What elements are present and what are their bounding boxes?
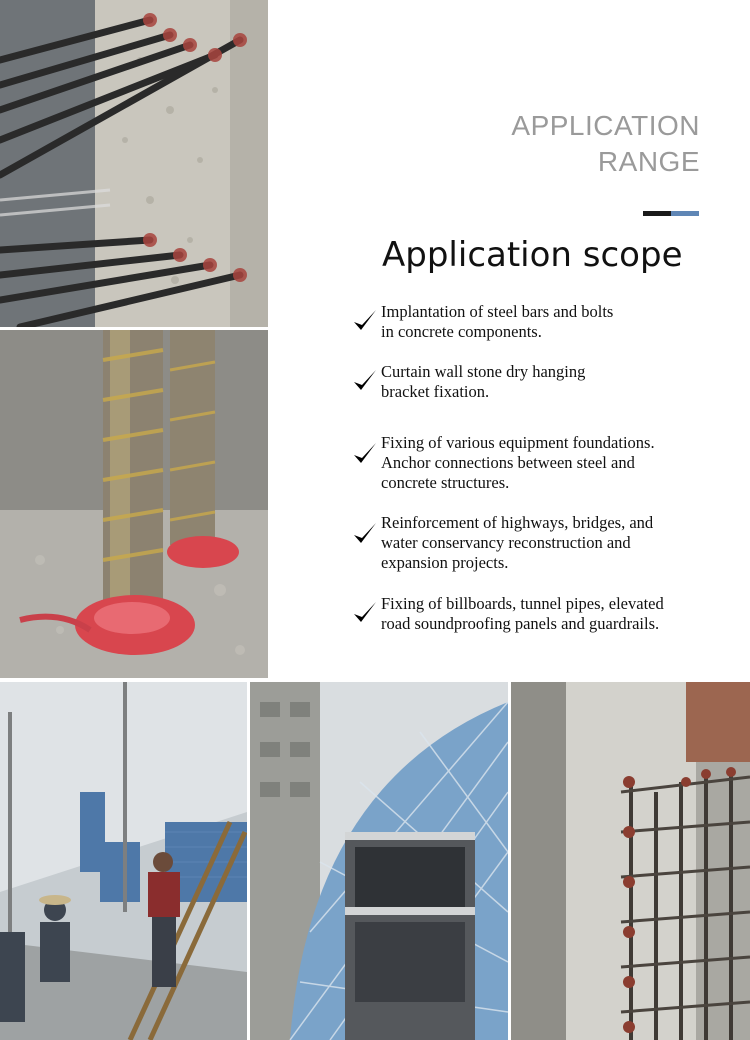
- scope-item-text: Curtain wall stone dry hanging bracket fixation.: [381, 362, 586, 401]
- rebar-wall-photo: [0, 0, 268, 327]
- application-range-title: [511, 108, 700, 180]
- scope-item-text: Fixing of billboards, tunnel pipes, elevated road soundproofing panels and guardrails.: [381, 594, 664, 633]
- check-icon: [352, 521, 378, 547]
- range-title-line2: RANGE: [597, 146, 700, 177]
- curtain-wall-photo: [250, 682, 508, 1040]
- title-underline-dark: [643, 211, 671, 216]
- scope-item-text: Implantation of steel bars and bolts in concrete components.: [381, 302, 614, 341]
- range-title-line1: APPLICATION: [511, 110, 700, 141]
- check-icon: [352, 600, 378, 626]
- soundproof-panel-photo: [0, 682, 247, 1040]
- check-icon: [352, 368, 378, 394]
- title-underline-accent: [671, 211, 699, 216]
- scope-item-text: Reinforcement of highways, bridges, and water conservancy reconstruction and expansion projects.: [381, 513, 654, 572]
- anchor-bolt-photo: [0, 330, 268, 678]
- check-icon: [352, 308, 378, 334]
- column-rebar-photo: [511, 682, 750, 1040]
- scope-item-text: Fixing of various equipment foundations. Anchor connections between steel and concrete structures.: [381, 433, 655, 492]
- scope-heading: Application scope: [382, 235, 683, 275]
- check-icon: [352, 441, 378, 467]
